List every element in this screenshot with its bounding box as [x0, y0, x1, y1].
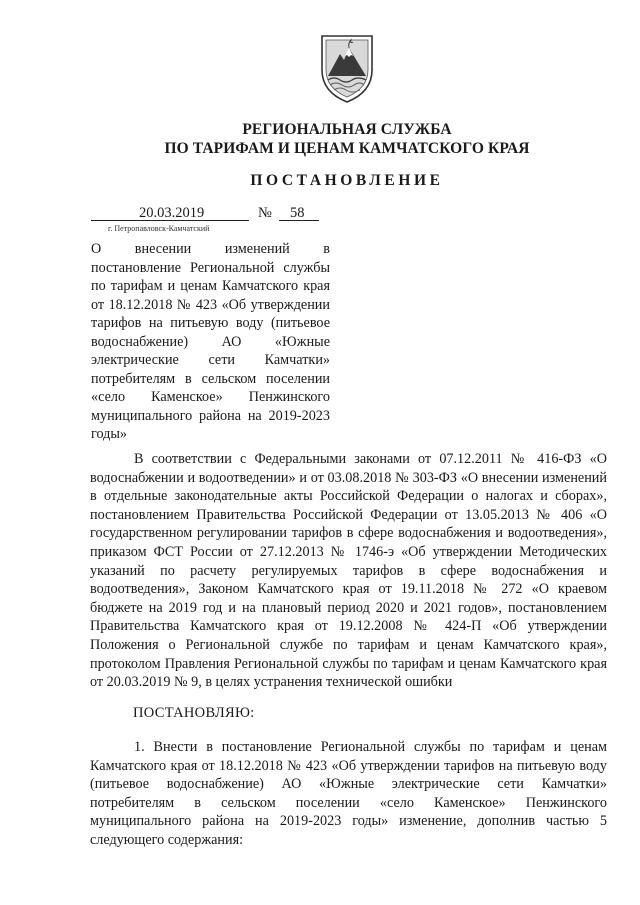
number-sign: №	[258, 205, 272, 221]
issue-city: г. Петропавловск-Камчатский	[108, 224, 210, 233]
organization-name-line1: РЕГИОНАЛЬНАЯ СЛУЖБА	[242, 121, 452, 138]
kamchatka-coat-of-arms-icon	[318, 30, 376, 106]
organization-name-line2: ПО ТАРИФАМ И ЦЕНАМ КАМЧАТСКОГО КРАЯ	[164, 140, 530, 157]
item-1-paragraph: 1. Внести в постановление Региональной службы по тарифам и ценам Камчатского края от 18.12.2018 № 423 «Об утверждении тарифов на питьевую воду (питьевое водоснабжение) АО «Южные электрические сети Камчатки» потребителям в сельском поселении «село Каменское» Пенжинского муниципального района на 2019-2023 годы» изменение, дополнив частью 5 следующего содержания:	[90, 739, 607, 848]
preamble-paragraph: В соответствии с Федеральными законами от 07.12.2011 № 416-ФЗ «О водоснабжении и водоотведении» и от 03.08.2018 № 303-ФЗ «О внесении изменений в отдельные законодательные акты Российской Федерации о налогах и сборах», постановлением Правительства Российской Федерации от 13.05.2013 № 406 «О государственном регулировании тарифов в сфере водоснабжения и водоотведения», приказом ФСТ России от 27.12.2013 № 1746-э «Об утверждении Методических указаний по расчету регулируемых тарифов в сфере водоснабжения и водоотведения», Законом Камчатского края от 19.11.2018 № 272 «О краевом бюджете на 2019 год и на плановый период 2020 и 2021 годов», постановлением Правительства Камчатского края от 19.12.2008 № 424-П «Об утверждении Положения о Региональной службе по тарифам и ценам Камчатского края», протоколом Правления Региональной службы по тарифам и ценам Камчатского края от 20.03.2019 № 9, в целях устранения технической ошибки	[90, 451, 607, 691]
date-number-line	[91, 205, 341, 225]
document-subject: О внесении изменений в постановление Региональной службы по тарифам и ценам Камчатского края от 18.12.2018 № 423 «Об утверждении тарифов на питьевую воду (питьевое водоснабжение) АО «Южные электрические сети Камчатки» потребителям в сельском поселении «село Каменское» Пенжинского муниципального района на 2019-2023 годы»	[91, 241, 330, 442]
resolution-heading: ПОСТАНОВЛЯЮ:	[133, 705, 255, 721]
document-date: 20.03.2019	[139, 205, 205, 221]
document-number: 58	[290, 205, 305, 221]
document-type-title: ПОСТАНОВЛЕНИЕ	[250, 172, 444, 189]
